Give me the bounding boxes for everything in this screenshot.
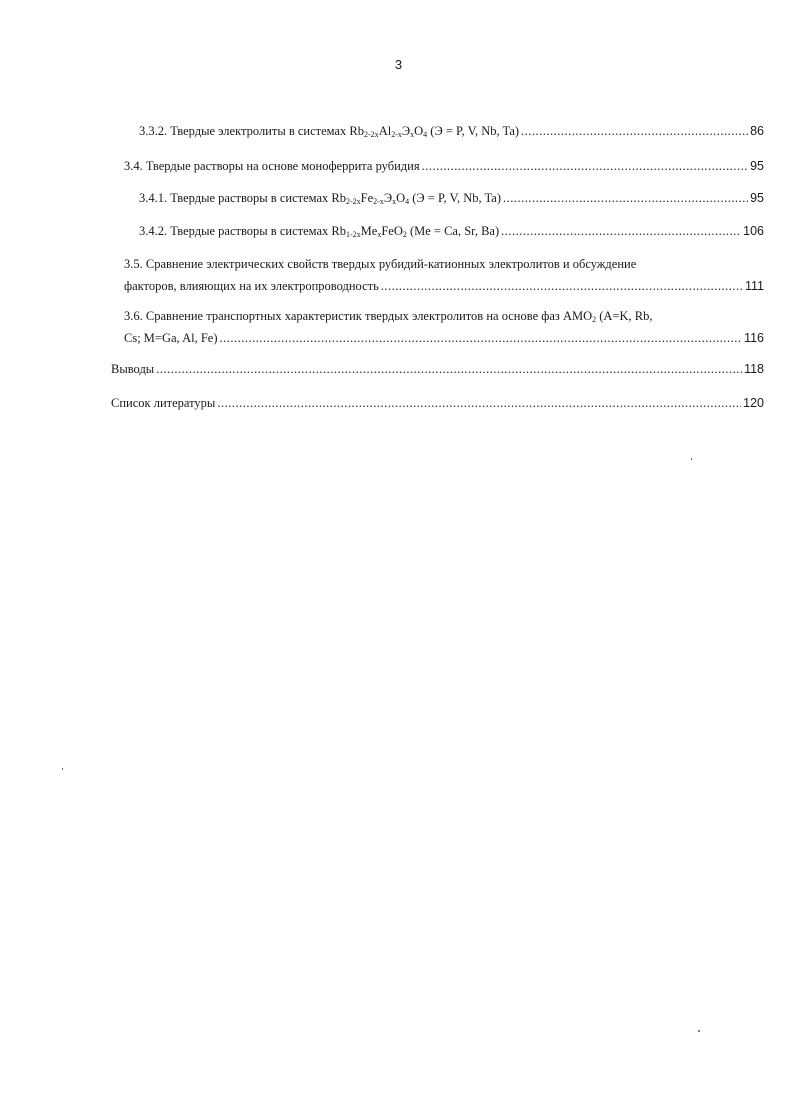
toc-entry-conclusions[interactable] — [111, 358, 764, 380]
toc-entry-title-continued: Cs; M=Ga, Al, Fe) — [124, 331, 218, 345]
toc-entry-title: 3.4.2. Твердые растворы в системах $Rb_{1-2x}Me_xFeO_2$ (Me = Ca, Sr, Ba) — [139, 224, 500, 239]
scan-speck — [698, 1030, 700, 1032]
toc-entry-references[interactable] — [111, 392, 764, 414]
toc-entry-3-5[interactable] — [124, 253, 764, 297]
scan-speck — [62, 768, 63, 770]
toc-entry-title: 3.4. Твердые растворы на основе моноферрита рубидия — [124, 159, 420, 173]
toc-page-number: 95 — [750, 191, 764, 205]
toc-entry-3-4[interactable] — [124, 155, 764, 177]
toc-page-number: 95 — [750, 159, 764, 173]
dot-leader — [422, 155, 749, 177]
page-number: 3 — [394, 57, 403, 72]
dot-leader — [503, 187, 748, 209]
toc-entry-3-4-1[interactable] — [139, 187, 764, 209]
dot-leader — [521, 120, 748, 142]
toc-entry-title: 3.5. Сравнение электрических свойств твердых рубидий-катионных электролитов и обсуждение — [124, 257, 637, 271]
toc-entry-title: 3.3.2. Твердые электролиты в системах $Rb_{2-2x}Al_{2-x}Э_xO_4$ (Э = P, V, Nb, Ta) — [139, 124, 520, 139]
dot-leader — [217, 392, 741, 414]
toc-entry-3-4-2[interactable] — [139, 220, 764, 242]
toc-entry-title: 3.6. Сравнение транспортных характеристик твердых электролитов на основе фаз $AMO_2$ (A=K, Rb, — [124, 309, 653, 324]
toc-page-number: 120 — [743, 396, 764, 410]
scan-speck — [691, 458, 692, 460]
toc-entry-title-continued: факторов, влияющих на их электропроводность — [124, 279, 379, 293]
dot-leader — [501, 220, 741, 242]
toc-entry-title: 3.4.1. Твердые растворы в системах $Rb_{2-2x}Fe_{2-x}Э_xO_4$ (Э = P, V, Nb, Ta) — [139, 191, 501, 206]
toc-entry-3-3-2[interactable] — [139, 120, 764, 142]
toc-page-number: 106 — [743, 224, 764, 238]
dot-leader — [156, 358, 742, 380]
toc-page-number: 86 — [750, 124, 764, 138]
toc-page-number: 111 — [744, 279, 764, 293]
toc-entry-3-6[interactable] — [124, 305, 764, 349]
toc-page-number: 118 — [744, 362, 764, 376]
toc-entry-title: Выводы — [111, 362, 155, 376]
dot-leader — [381, 275, 743, 297]
toc-page-number: 116 — [744, 331, 764, 345]
dot-leader — [220, 327, 743, 349]
toc-entry-title: Список литературы — [111, 396, 216, 410]
